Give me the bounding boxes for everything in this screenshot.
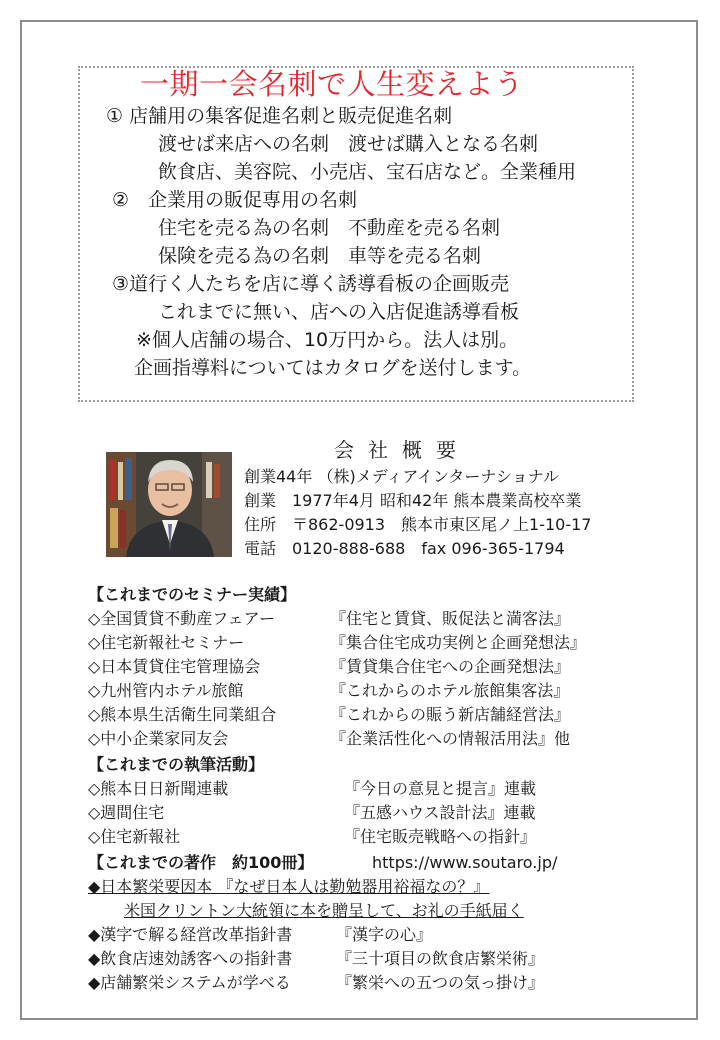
box-line: ※個人店舗の場合、10万円から。法人は別。 xyxy=(136,329,519,351)
featured-book: ◆日本繁栄要因本 『なぜ日本人は勤勉器用裕福なの？』 xyxy=(88,877,490,896)
book-title: 『漢字の心』 xyxy=(336,925,433,944)
company-line: 電話 0120-888-688 fax 096-365-1794 xyxy=(244,539,565,558)
seminar-org: ◇熊本県生活衛生同業組合 xyxy=(88,705,277,724)
box-line: これまでに無い、店への入店促進誘導看板 xyxy=(158,301,520,323)
writing-title: 『住宅販売戦略への指針』 xyxy=(344,827,537,846)
seminar-title: 『企業活性化への情報活用法』他 xyxy=(330,729,571,748)
seminar-org: ◇九州管内ホテル旅館 xyxy=(88,681,244,700)
company-line: 住所 〒862-0913 熊本市東区尾ノ上1-10-17 xyxy=(244,515,592,534)
writing-heading: 【これまでの執筆活動】 xyxy=(88,755,265,774)
writing-org: ◇熊本日日新聞連載 xyxy=(88,779,229,798)
company-line: 創業 1977年4月 昭和42年 熊本農業高校卒業 xyxy=(244,491,582,510)
seminar-title: 『住宅と賃貸、販促法と満客法』 xyxy=(330,609,571,628)
book-desc: ◆店舗繁栄システムが学べる xyxy=(88,973,291,992)
seminar-title: 『集合住宅成功実例と企画発想法』 xyxy=(330,633,587,652)
writing-title: 『今日の意見と提言』連載 xyxy=(344,779,537,798)
box-line: 住宅を売る為の名刺 不動産を売る名刺 xyxy=(158,217,501,239)
box-line: ③道行く人たちを店に導く誘導看板の企画販売 xyxy=(112,273,510,295)
seminar-org: ◇中小企業家同友会 xyxy=(88,729,229,748)
company-title: 会社概要 xyxy=(334,438,470,462)
website-link[interactable]: https://www.soutaro.jp/ xyxy=(372,853,558,872)
book-title: 『三十項目の飲食店繁栄術』 xyxy=(336,949,545,968)
seminar-org: ◇住宅新報社セミナー xyxy=(88,633,245,652)
writing-org: ◇週間住宅 xyxy=(88,803,165,822)
writing-org: ◇住宅新報社 xyxy=(88,827,181,846)
seminar-title: 『これからのホテル旅館集客法』 xyxy=(330,681,570,700)
box-line: ② 企業用の販促専用の名刺 xyxy=(112,189,358,211)
writing-title: 『五感ハウス設計法』連載 xyxy=(344,803,536,822)
box-line: 渡せば来店への名刺 渡せば購入となる名刺 xyxy=(158,133,539,155)
box-line: ① 店舗用の集客促進名刺と販売促進名刺 xyxy=(106,105,453,127)
seminars-heading: 【これまでのセミナー実績】 xyxy=(88,585,297,604)
featured-book-note: 米国クリントン大統領に本を贈呈して、お礼の手紙届く xyxy=(124,901,524,920)
book-desc: ◆飲食店速効誘客への指針書 xyxy=(88,949,293,968)
box-line: 保険を売る為の名刺 車等を売る名刺 xyxy=(158,245,482,267)
book-desc: ◆漢字で解る経営改革指針書 xyxy=(88,925,293,944)
portrait-photo xyxy=(106,452,232,557)
seminar-org: ◇日本賃貸住宅管理協会 xyxy=(88,657,261,676)
seminar-org: ◇全国賃貸不動産フェアー xyxy=(88,609,276,628)
book-title: 『繁栄への五つの気っ掛け』 xyxy=(336,973,545,992)
books-heading: 【これまでの著作 約100冊】 xyxy=(88,853,314,872)
headline: 一期一会名刺で人生変えよう xyxy=(140,67,524,101)
seminar-title: 『賃貸集合住宅への企画発想法』 xyxy=(330,657,571,676)
seminar-title: 『これからの賑う新店舗経営法』 xyxy=(330,705,571,724)
company-line: 創業44年 （株)メディアインターナショナル xyxy=(244,467,559,486)
box-line: 企画指導料についてはカタログを送付します。 xyxy=(134,357,532,379)
box-line: 飲食店、美容院、小売店、宝石店など。全業種用 xyxy=(158,161,577,183)
